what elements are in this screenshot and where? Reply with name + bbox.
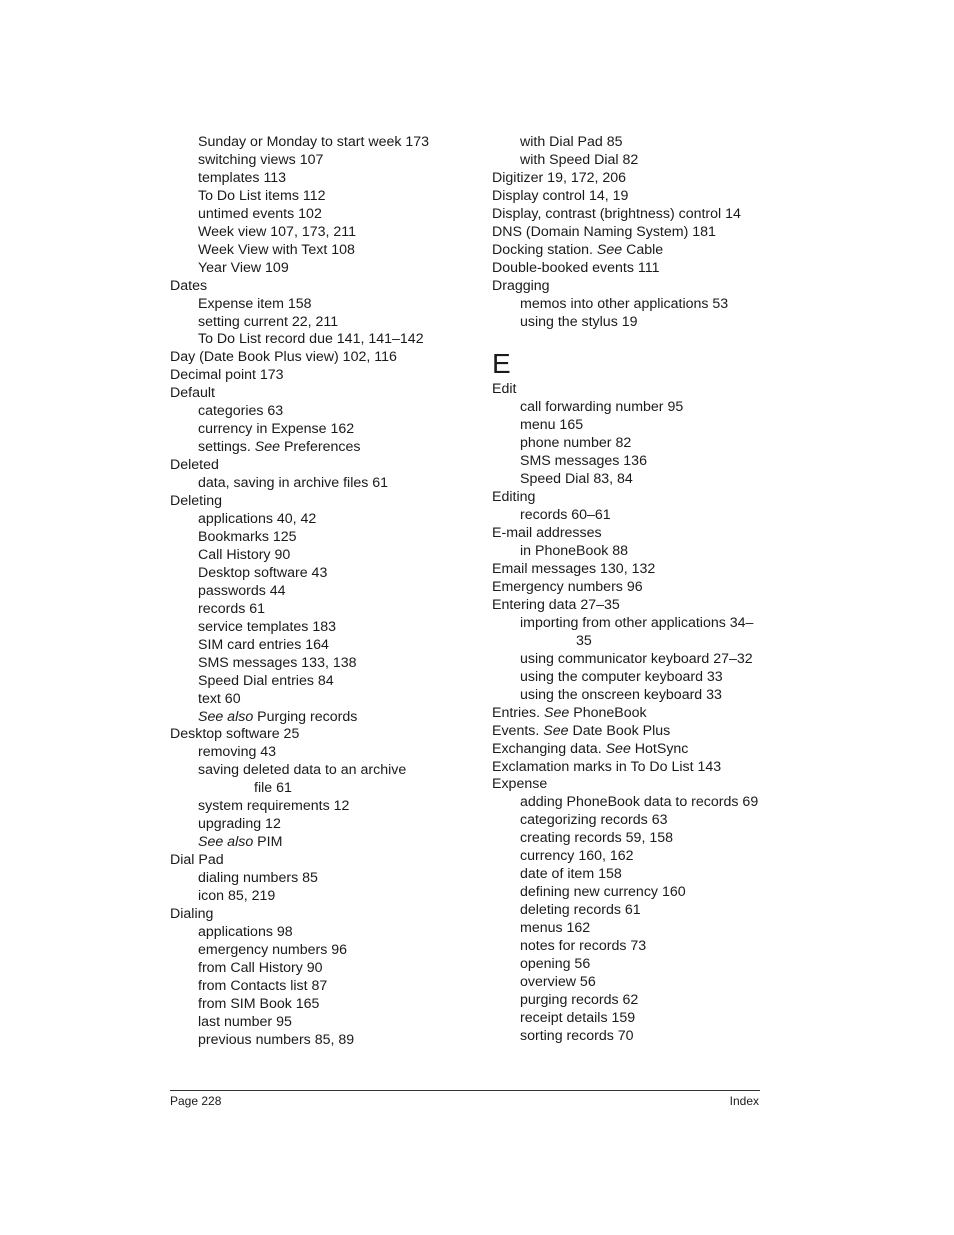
see-reference: See also	[198, 708, 254, 725]
see-reference: See	[605, 740, 631, 757]
index-subentry: service templates 183	[198, 618, 337, 635]
index-column-left	[170, 134, 470, 1050]
index-subentry: Speed Dial 83, 84	[520, 471, 633, 488]
index-entry: Default	[170, 385, 215, 402]
index-subentry: Sunday or Monday to start week 173	[198, 134, 430, 150]
index-entry: Display, contrast (brightness) control 14	[492, 205, 741, 222]
index-subentry: records 61	[198, 600, 266, 617]
index-subentry: opening 56	[520, 955, 591, 972]
index-subentry: upgrading 12	[198, 816, 281, 833]
index-subentry: currency 160, 162	[520, 848, 634, 865]
footer-section-name: Index	[729, 1094, 759, 1108]
index-entry: Deleting	[170, 493, 223, 510]
index-subentry: SMS messages 133, 138	[198, 654, 357, 671]
index-column-right	[492, 134, 782, 1046]
index-entry: Digitizer 19, 172, 206	[492, 169, 627, 186]
index-entry-continuation: file 61	[254, 780, 292, 797]
index-subentry: using the computer keyboard 33	[520, 668, 723, 685]
index-subentry: categorizing records 63	[520, 812, 668, 829]
index-subentry: emergency numbers 96	[198, 941, 348, 958]
index-subentry: notes for records 73	[520, 938, 647, 955]
index-subentry: importing from other applications 34–	[520, 614, 754, 631]
index-subentry: with Dial Pad 85	[520, 134, 623, 150]
index-subentry: phone number 82	[520, 435, 632, 452]
index-subentry: SIM card entries 164	[198, 636, 329, 653]
see-reference: See	[544, 704, 570, 721]
entry-text: Docking station.	[492, 241, 597, 258]
index-entry	[492, 705, 782, 723]
index-entry: Desktop software 25	[170, 726, 300, 743]
index-entry: DNS (Domain Naming System) 181	[492, 223, 716, 240]
footer-divider	[170, 1090, 760, 1091]
index-subentry: from Call History 90	[198, 959, 323, 976]
index-entry: Entering data 27–35	[492, 596, 620, 613]
index-group-e	[492, 381, 782, 1045]
entry-text: Date Book Plus	[568, 722, 671, 739]
see-reference: See	[543, 722, 569, 739]
index-subentry: removing 43	[198, 744, 277, 761]
index-subentry: SMS messages 136	[520, 453, 647, 470]
index-subentry: menu 165	[520, 417, 584, 434]
see-reference: See	[596, 241, 623, 258]
index-subentry: passwords 44	[198, 582, 286, 599]
entry-text: Exchanging data.	[492, 740, 606, 757]
index-subentry: untimed events 102	[198, 205, 322, 222]
index-subentry: defining new currency 160	[520, 884, 686, 901]
entry-text: settings.	[198, 439, 255, 456]
index-subentry: using communicator keyboard 27–32	[520, 650, 753, 667]
entry-text: Cable	[622, 241, 664, 258]
index-entry: Dragging	[492, 277, 550, 294]
index-subentry: currency in Expense 162	[198, 421, 355, 438]
entry-text: Purging records	[253, 708, 358, 725]
index-entry	[492, 741, 782, 759]
index-subentry: adding PhoneBook data to records 69	[520, 794, 759, 811]
index-subentry	[170, 439, 470, 457]
index-subentry	[170, 834, 470, 852]
index-subentry	[170, 709, 470, 727]
index-subentry: receipt details 159	[520, 1009, 636, 1026]
index-subentry: To Do List record due 141, 141–142	[198, 331, 424, 348]
entry-text: PIM	[253, 834, 283, 851]
index-subentry: sorting records 70	[520, 1027, 634, 1044]
index-entry-continuation: 35	[576, 632, 592, 649]
index-subentry: Year View 109	[198, 259, 289, 276]
index-entry: E-mail addresses	[492, 525, 602, 542]
index-subentry: Desktop software 43	[198, 564, 328, 581]
index-entry: Expense	[492, 776, 548, 793]
index-entry: Editing	[492, 489, 536, 506]
index-group-d-continued	[492, 134, 782, 331]
index-entry: Exclamation marks in To Do List 143	[492, 758, 722, 775]
index-subentry: memos into other applications 53	[520, 295, 729, 312]
index-subentry: last number 95	[198, 1013, 292, 1030]
index-subentry: icon 85, 219	[198, 888, 276, 905]
entry-text: HotSync	[630, 740, 689, 757]
index-subentry: Bookmarks 125	[198, 528, 297, 545]
index-subentry: deleting records 61	[520, 902, 641, 919]
index-entry	[492, 723, 782, 741]
index-subentry: with Speed Dial 82	[520, 151, 639, 168]
section-letter-heading: E	[492, 348, 511, 380]
index-subentry: date of item 158	[520, 866, 622, 883]
index-subentry: using the onscreen keyboard 33	[520, 686, 722, 703]
index-subentry: dialing numbers 85	[198, 870, 318, 887]
index-subentry: from SIM Book 165	[198, 995, 320, 1012]
index-subentry: categories 63	[198, 403, 284, 420]
index-subentry: from Contacts list 87	[198, 977, 328, 994]
index-entry: Day (Date Book Plus view) 102, 116	[170, 349, 397, 366]
entry-text: Events.	[492, 722, 544, 739]
index-entry: Edit	[492, 381, 517, 398]
index-subentry: creating records 59, 158	[520, 830, 674, 847]
index-entry: Deleted	[170, 457, 219, 474]
index-subentry: previous numbers 85, 89	[198, 1031, 355, 1048]
index-subentry: menus 162	[520, 920, 591, 937]
index-subentry: To Do List items 112	[198, 187, 326, 204]
index-subentry: overview 56	[520, 973, 596, 990]
index-subentry: in PhoneBook 88	[520, 543, 629, 560]
index-subentry: call forwarding number 95	[520, 399, 684, 416]
see-reference: See	[254, 439, 281, 456]
index-entry: Double-booked events 111	[492, 259, 660, 276]
index-subentry: purging records 62	[520, 991, 639, 1008]
index-subentry: data, saving in archive files 61	[198, 475, 389, 492]
index-entry: Emergency numbers 96	[492, 578, 643, 595]
index-subentry: records 60–61	[520, 507, 611, 524]
entry-text: Preferences	[280, 439, 361, 456]
index-subentry: applications 98	[198, 923, 293, 940]
index-subentry: saving deleted data to an archive	[198, 762, 407, 779]
index-subentry: templates 113	[198, 169, 287, 186]
index-subentry: Week View with Text 108	[198, 241, 355, 258]
index-subentry: Expense item 158	[198, 295, 312, 312]
index-entry: Dates	[170, 277, 208, 294]
index-subentry: Call History 90	[198, 546, 291, 563]
index-entry	[492, 242, 782, 260]
index-subentry: applications 40, 42	[198, 511, 317, 528]
index-subentry: using the stylus 19	[520, 313, 638, 330]
footer-page-number: Page 228	[170, 1094, 222, 1108]
index-entry: Decimal point 173	[170, 367, 284, 384]
index-subentry: text 60	[198, 690, 241, 707]
index-subentry: Week view 107, 173, 211	[198, 223, 357, 240]
entry-text: PhoneBook	[569, 704, 647, 721]
index-subentry: system requirements 12	[198, 798, 350, 815]
index-entry: Dial Pad	[170, 852, 224, 869]
index-subentry: switching views 107	[198, 151, 324, 168]
index-entry: Display control 14, 19	[492, 187, 629, 204]
entry-text: Entries.	[492, 704, 545, 721]
index-entry: Email messages 130, 132	[492, 561, 656, 578]
index-subentry: Speed Dial entries 84	[198, 672, 334, 689]
see-reference: See also	[198, 834, 254, 851]
index-entry: Dialing	[170, 905, 214, 922]
index-subentry: setting current 22, 211	[198, 313, 339, 330]
